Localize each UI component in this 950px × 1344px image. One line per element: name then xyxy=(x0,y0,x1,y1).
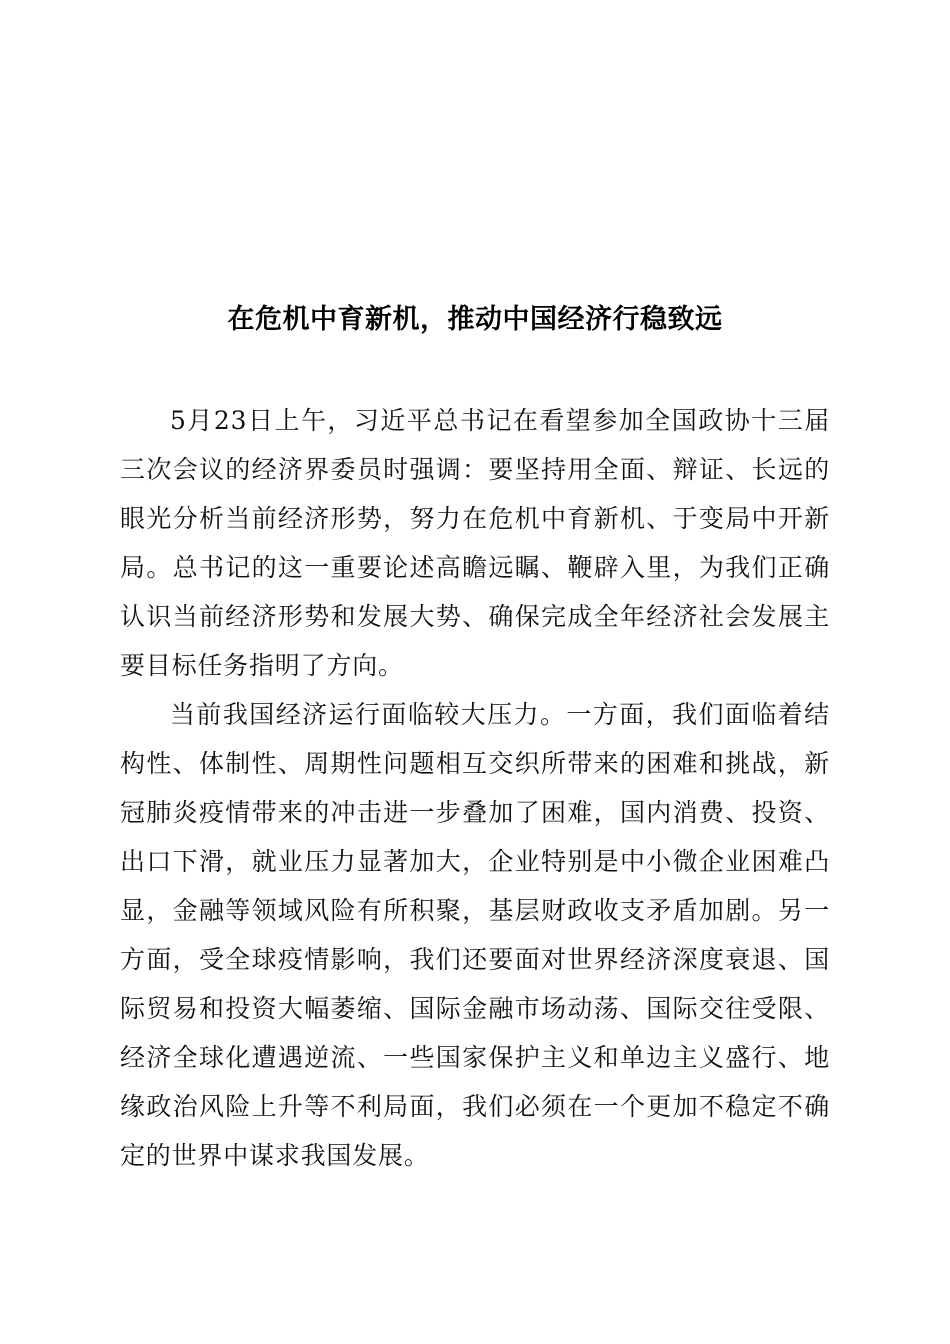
paragraph-2: 当前我国经济运行面临较大压力。一方面，我们面临着结构性、体制性、周期性问题相互交织所带来的困难和挑战，新冠肺炎疫情带来的冲击进一步叠加了困难，国内消费、投资、出口下滑，就业压力显著加大，企业特别是中小微企业困难凸显，金融等领域风险有所积聚，基层财政收支矛盾加剧。另一方面，受全球疫情影响，我们还要面对世界经济深度衰退、国际贸易和投资大幅萎缩、国际金融市场动荡、国际交往受限、经济全球化遭遇逆流、一些国家保护主义和单边主义盛行、地缘政治风险上升等不利局面，我们必须在一个更加不稳定不确定的世界中谋求我国发展。 xyxy=(120,700,830,1170)
document-body xyxy=(120,396,830,1180)
paragraph-1: 5月23日上午，习近平总书记在看望参加全国政协十三届三次会议的经济界委员时强调：要坚持用全面、辩证、长远的眼光分析当前经济形势，努力在危机中育新机、于变局中开新局。总书记的这一重要论述高瞻远瞩、鞭辟入里，为我们正确认识当前经济形势和发展大势、确保完成全年经济社会发展主要目标任务指明了方向。 xyxy=(120,406,830,680)
document-title: 在危机中育新机，推动中国经济行稳致远 xyxy=(227,304,723,335)
